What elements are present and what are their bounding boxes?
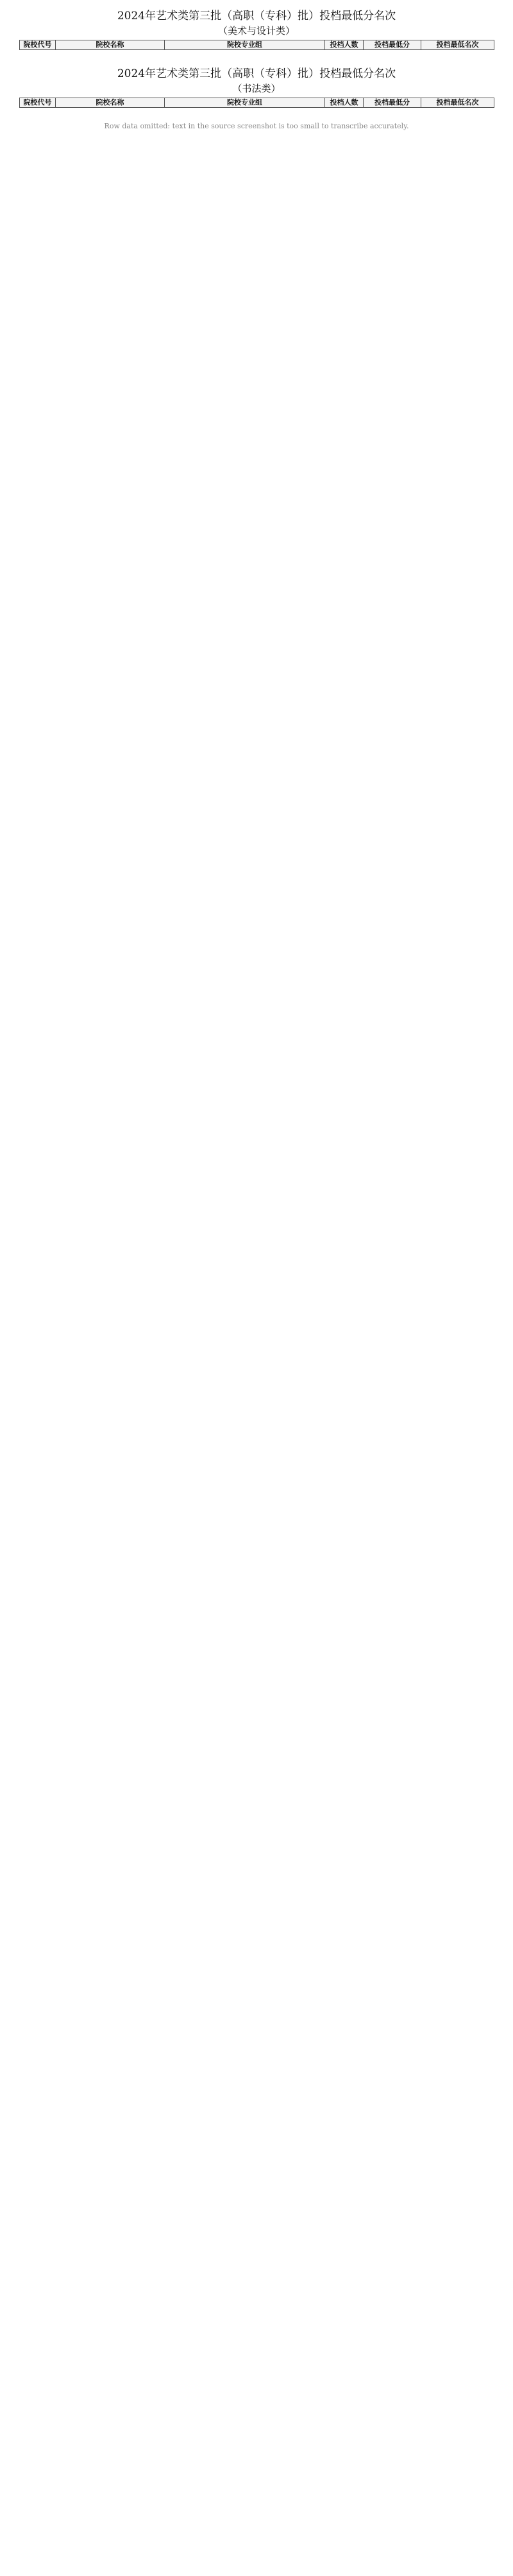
column-header: 投档最低分 bbox=[364, 40, 421, 50]
column-header: 投档人数 bbox=[325, 98, 364, 108]
section-0 bbox=[19, 6, 494, 50]
section-title: 2024年艺术类第三批（高职（专科）批）投档最低分名次 bbox=[117, 67, 396, 80]
column-header: 投档最低名次 bbox=[421, 40, 494, 50]
section-title: 2024年艺术类第三批（高职（专科）批）投档最低分名次 bbox=[117, 10, 396, 22]
header-row bbox=[20, 98, 494, 108]
header-row bbox=[20, 40, 494, 50]
section-subtitle: （美术与设计类） bbox=[217, 25, 295, 37]
column-header: 院校专业组 bbox=[165, 98, 325, 108]
column-header: 投档最低名次 bbox=[421, 98, 494, 108]
column-header: 投档人数 bbox=[325, 40, 364, 50]
admission-table bbox=[19, 40, 494, 50]
document bbox=[19, 6, 494, 108]
section-subtitle: （书法类） bbox=[232, 83, 281, 94]
transcription-note: Row data omitted: text in the source screenshot is too small to transcribe accurately. bbox=[104, 122, 409, 130]
column-header: 投档最低分 bbox=[364, 98, 421, 108]
column-header: 院校代号 bbox=[20, 40, 56, 50]
column-header: 院校代号 bbox=[20, 98, 56, 108]
column-header: 院校专业组 bbox=[165, 40, 325, 50]
column-header: 院校名称 bbox=[56, 40, 165, 50]
admission-table bbox=[19, 98, 494, 108]
section-1 bbox=[19, 64, 494, 108]
column-header: 院校名称 bbox=[56, 98, 165, 108]
